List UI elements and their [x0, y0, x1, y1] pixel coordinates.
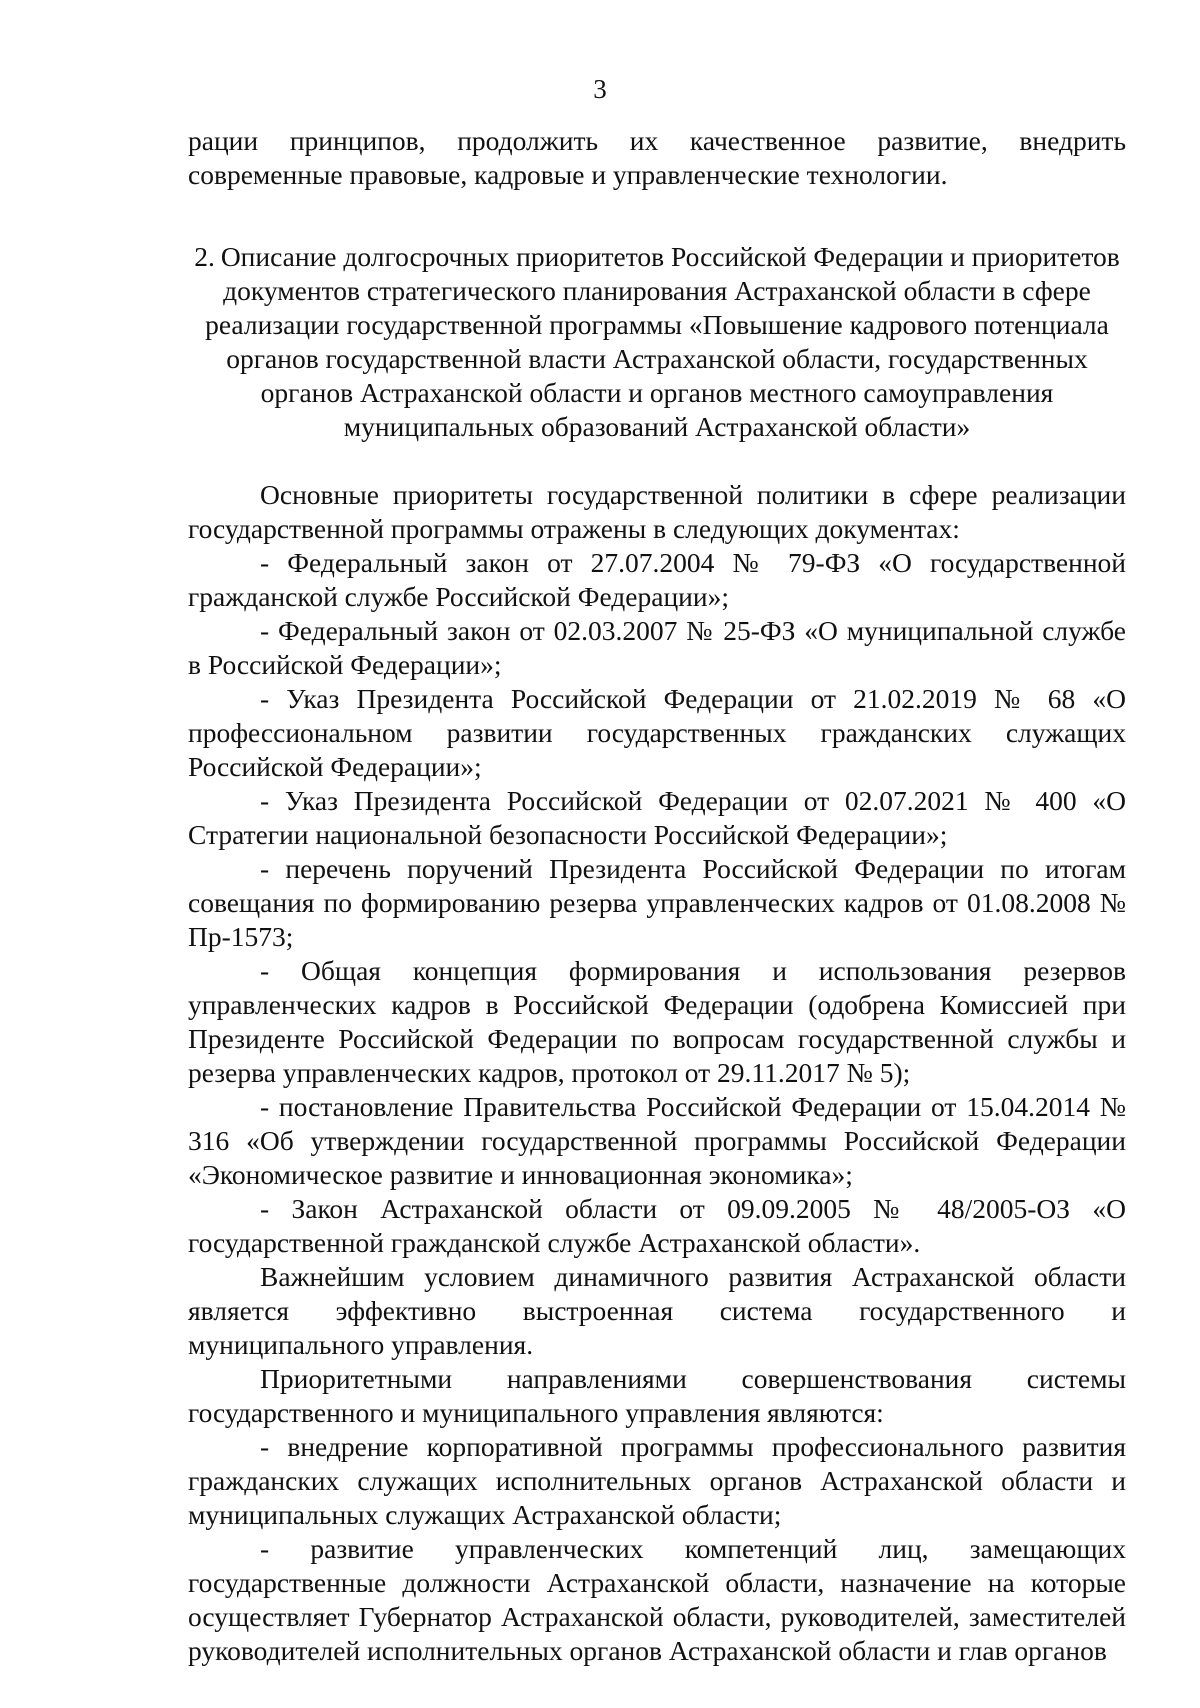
directions-list	[188, 1430, 1126, 1668]
list-item: - Указ Президента Российской Федерации от 02.07.2021 № 400 «О Стратегии национальной безопасности Российской Федерации»;	[188, 785, 1126, 850]
page-number: 3	[593, 74, 607, 104]
section-title: Описание долгосрочных приоритетов Российской Федерации и приоритетов документов стратегического планирования Астраханской области в сфере реализации государственной программы «Повышение кадрового потенциала органов государственной власти Астраханской области, государственных органов Астраханской области и органов местного самоуправления муниципальных образований Астраханской области»	[205, 241, 1120, 442]
list-item: - Указ Президента Российской Федерации от 21.02.2019 № 68 «О профессиональном развитии государственных гражданских служащих Российской Федерации»;	[188, 683, 1126, 782]
document-body	[188, 124, 1126, 1668]
directions-intro-paragraph: Приоритетными направлениями совершенствования системы государственного и муниципального управления являются:	[188, 1363, 1126, 1428]
list-item: - постановление Правительства Российской Федерации от 15.04.2014 № 316 «Об утверждении государственной программы Российской Федерации «Экономическое развитие и инновационная экономика»;	[188, 1091, 1126, 1190]
section-heading	[188, 240, 1126, 444]
list-item: - перечень поручений Президента Российской Федерации по итогам совещания по формированию резерва управленческих кадров от 01.08.2008 № Пр-1573;	[188, 853, 1126, 952]
intro-paragraph: рации принципов, продолжить их качественное развитие, внедрить современные правовые, кадровые и управленческие технологии.	[188, 125, 1126, 190]
list-item: - развитие управленческих компетенций лиц, замещающих государственные должности Астраханской области, назначение на которые осуществляет Губернатор Астраханской области, руководителей, заместителей руководителей исполнительных органов Астраханской области и глав органов	[188, 1533, 1126, 1666]
priorities-intro-paragraph: Основные приоритеты государственной политики в сфере реализации государственной программы отражены в следующих документах:	[188, 479, 1126, 544]
list-item: - Федеральный закон от 02.03.2007 № 25-ФЗ «О муниципальной службе в Российской Федерации»;	[188, 615, 1126, 680]
list-item: - Закон Астраханской области от 09.09.2005 № 48/2005-ОЗ «О государственной гражданской службе Астраханской области».	[188, 1193, 1126, 1258]
condition-paragraph: Важнейшим условием динамичного развития Астраханской области является эффективно выстроенная система государственного и муниципального управления.	[188, 1261, 1126, 1360]
list-item: - внедрение корпоративной программы профессионального развития гражданских служащих исполнительных органов Астраханской области и муниципальных служащих Астраханской области;	[188, 1431, 1126, 1530]
list-item: - Федеральный закон от 27.07.2004 № 79-ФЗ «О государственной гражданской службе Российской Федерации»;	[188, 547, 1126, 612]
documents-list	[188, 546, 1126, 1260]
heading-spacer	[188, 444, 1126, 478]
list-item: - Общая концепция формирования и использования резервов управленческих кадров в Российской Федерации (одобрена Комиссией при Президенте Российской Федерации по вопросам государственной службы и резерва управленческих кадров, протокол от 29.11.2017 № 5);	[188, 955, 1126, 1088]
section-number: 2.	[194, 241, 215, 272]
